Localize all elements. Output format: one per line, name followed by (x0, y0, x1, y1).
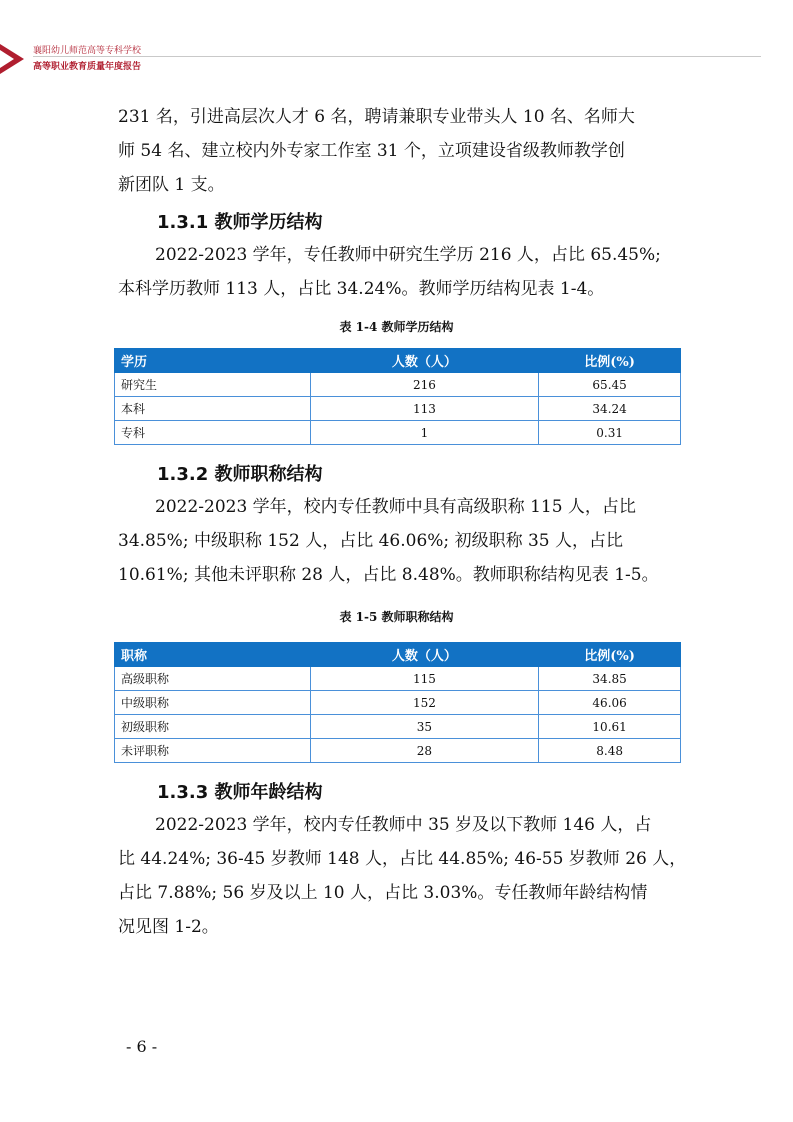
paragraph-line: 况见图 1-2。 (118, 917, 219, 937)
table-caption-title-rank: 表 1-5 教师职称结构 (339, 610, 454, 624)
paragraph-line: 占比 7.88%; 56 岁及以上 10 人，占比 3.03%。专任教师年龄结构情 (118, 883, 648, 903)
table-cell: 初级职称 (115, 715, 311, 739)
table-cell: 高级职称 (115, 667, 311, 691)
table-header-row (115, 349, 681, 373)
table-cell: 未评职称 (115, 739, 311, 763)
table-cell: 34.85 (539, 667, 681, 691)
table-cell: 研究生 (115, 373, 311, 397)
table-cell: 8.48 (539, 739, 681, 763)
title-rank-paragraph (118, 490, 678, 592)
intro-paragraph (118, 100, 678, 202)
table-cell: 1 (310, 421, 539, 445)
paragraph-line: 2022-2023 学年，校内专任教师中具有高级职称 115 人，占比 (155, 497, 636, 517)
page-header (0, 0, 793, 78)
paragraph-line: 10.61%; 其他未评职称 28 人，占比 8.48%。教师职称结构见表 1-5。 (118, 565, 659, 585)
paragraph-line: 师 54 名、建立校内外专家工作室 31 个，立项建设省级教师教学创 (118, 141, 625, 161)
table-row (115, 691, 681, 715)
table-cell: 46.06 (539, 691, 681, 715)
header-school-name: 襄阳幼儿师范高等专科学校 (33, 46, 142, 56)
page-number: - 6 - (126, 1037, 158, 1056)
paragraph-line: 比 44.24%; 36-45 岁教师 148 人，占比 44.85%; 46-55 岁教师 26 人， (118, 849, 687, 869)
education-paragraph (118, 238, 678, 306)
paragraph-line: 231 名，引进高层次人才 6 名，聘请兼职专业带头人 10 名、名师大 (118, 107, 635, 127)
title-rank-table (114, 642, 681, 763)
column-header: 人数（人） (310, 643, 539, 667)
section-title-title-rank: 1.3.2 教师职称结构 (157, 464, 323, 485)
table-row (115, 739, 681, 763)
paragraph-line: 2022-2023 学年，专任教师中研究生学历 216 人，占比 65.45%; (155, 245, 661, 265)
school-logo-icon (0, 44, 30, 74)
column-header: 人数（人） (310, 349, 539, 373)
paragraph-line: 新团队 1 支。 (118, 175, 225, 195)
paragraph-line: 本科学历教师 113 人，占比 34.24%。教师学历结构见表 1-4。 (118, 279, 605, 299)
column-header: 学历 (115, 349, 311, 373)
table-cell: 28 (310, 739, 539, 763)
table-cell: 专科 (115, 421, 311, 445)
table-row (115, 421, 681, 445)
column-header: 职称 (115, 643, 311, 667)
header-report-title: 高等职业教育质量年度报告 (33, 62, 142, 72)
table-cell: 10.61 (539, 715, 681, 739)
table-cell: 216 (310, 373, 539, 397)
table-cell: 65.45 (539, 373, 681, 397)
table-cell: 0.31 (539, 421, 681, 445)
education-table (114, 348, 681, 445)
table-cell: 34.24 (539, 397, 681, 421)
table-cell: 35 (310, 715, 539, 739)
table-row (115, 373, 681, 397)
table-cell: 113 (310, 397, 539, 421)
table-cell: 115 (310, 667, 539, 691)
table-caption-education: 表 1-4 教师学历结构 (339, 320, 454, 334)
table-row (115, 715, 681, 739)
table-cell: 本科 (115, 397, 311, 421)
table-header-row (115, 643, 681, 667)
header-divider (33, 56, 761, 57)
table-cell: 152 (310, 691, 539, 715)
section-title-age: 1.3.3 教师年龄结构 (157, 782, 323, 803)
section-title-education: 1.3.1 教师学历结构 (157, 212, 323, 233)
column-header: 比例(%) (539, 643, 681, 667)
paragraph-line: 34.85%; 中级职称 152 人，占比 46.06%; 初级职称 35 人，占比 (118, 531, 624, 551)
paragraph-line: 2022-2023 学年，校内专任教师中 35 岁及以下教师 146 人，占 (155, 815, 652, 835)
age-paragraph (118, 808, 687, 944)
column-header: 比例(%) (539, 349, 681, 373)
table-row (115, 667, 681, 691)
table-row (115, 397, 681, 421)
table-cell: 中级职称 (115, 691, 311, 715)
